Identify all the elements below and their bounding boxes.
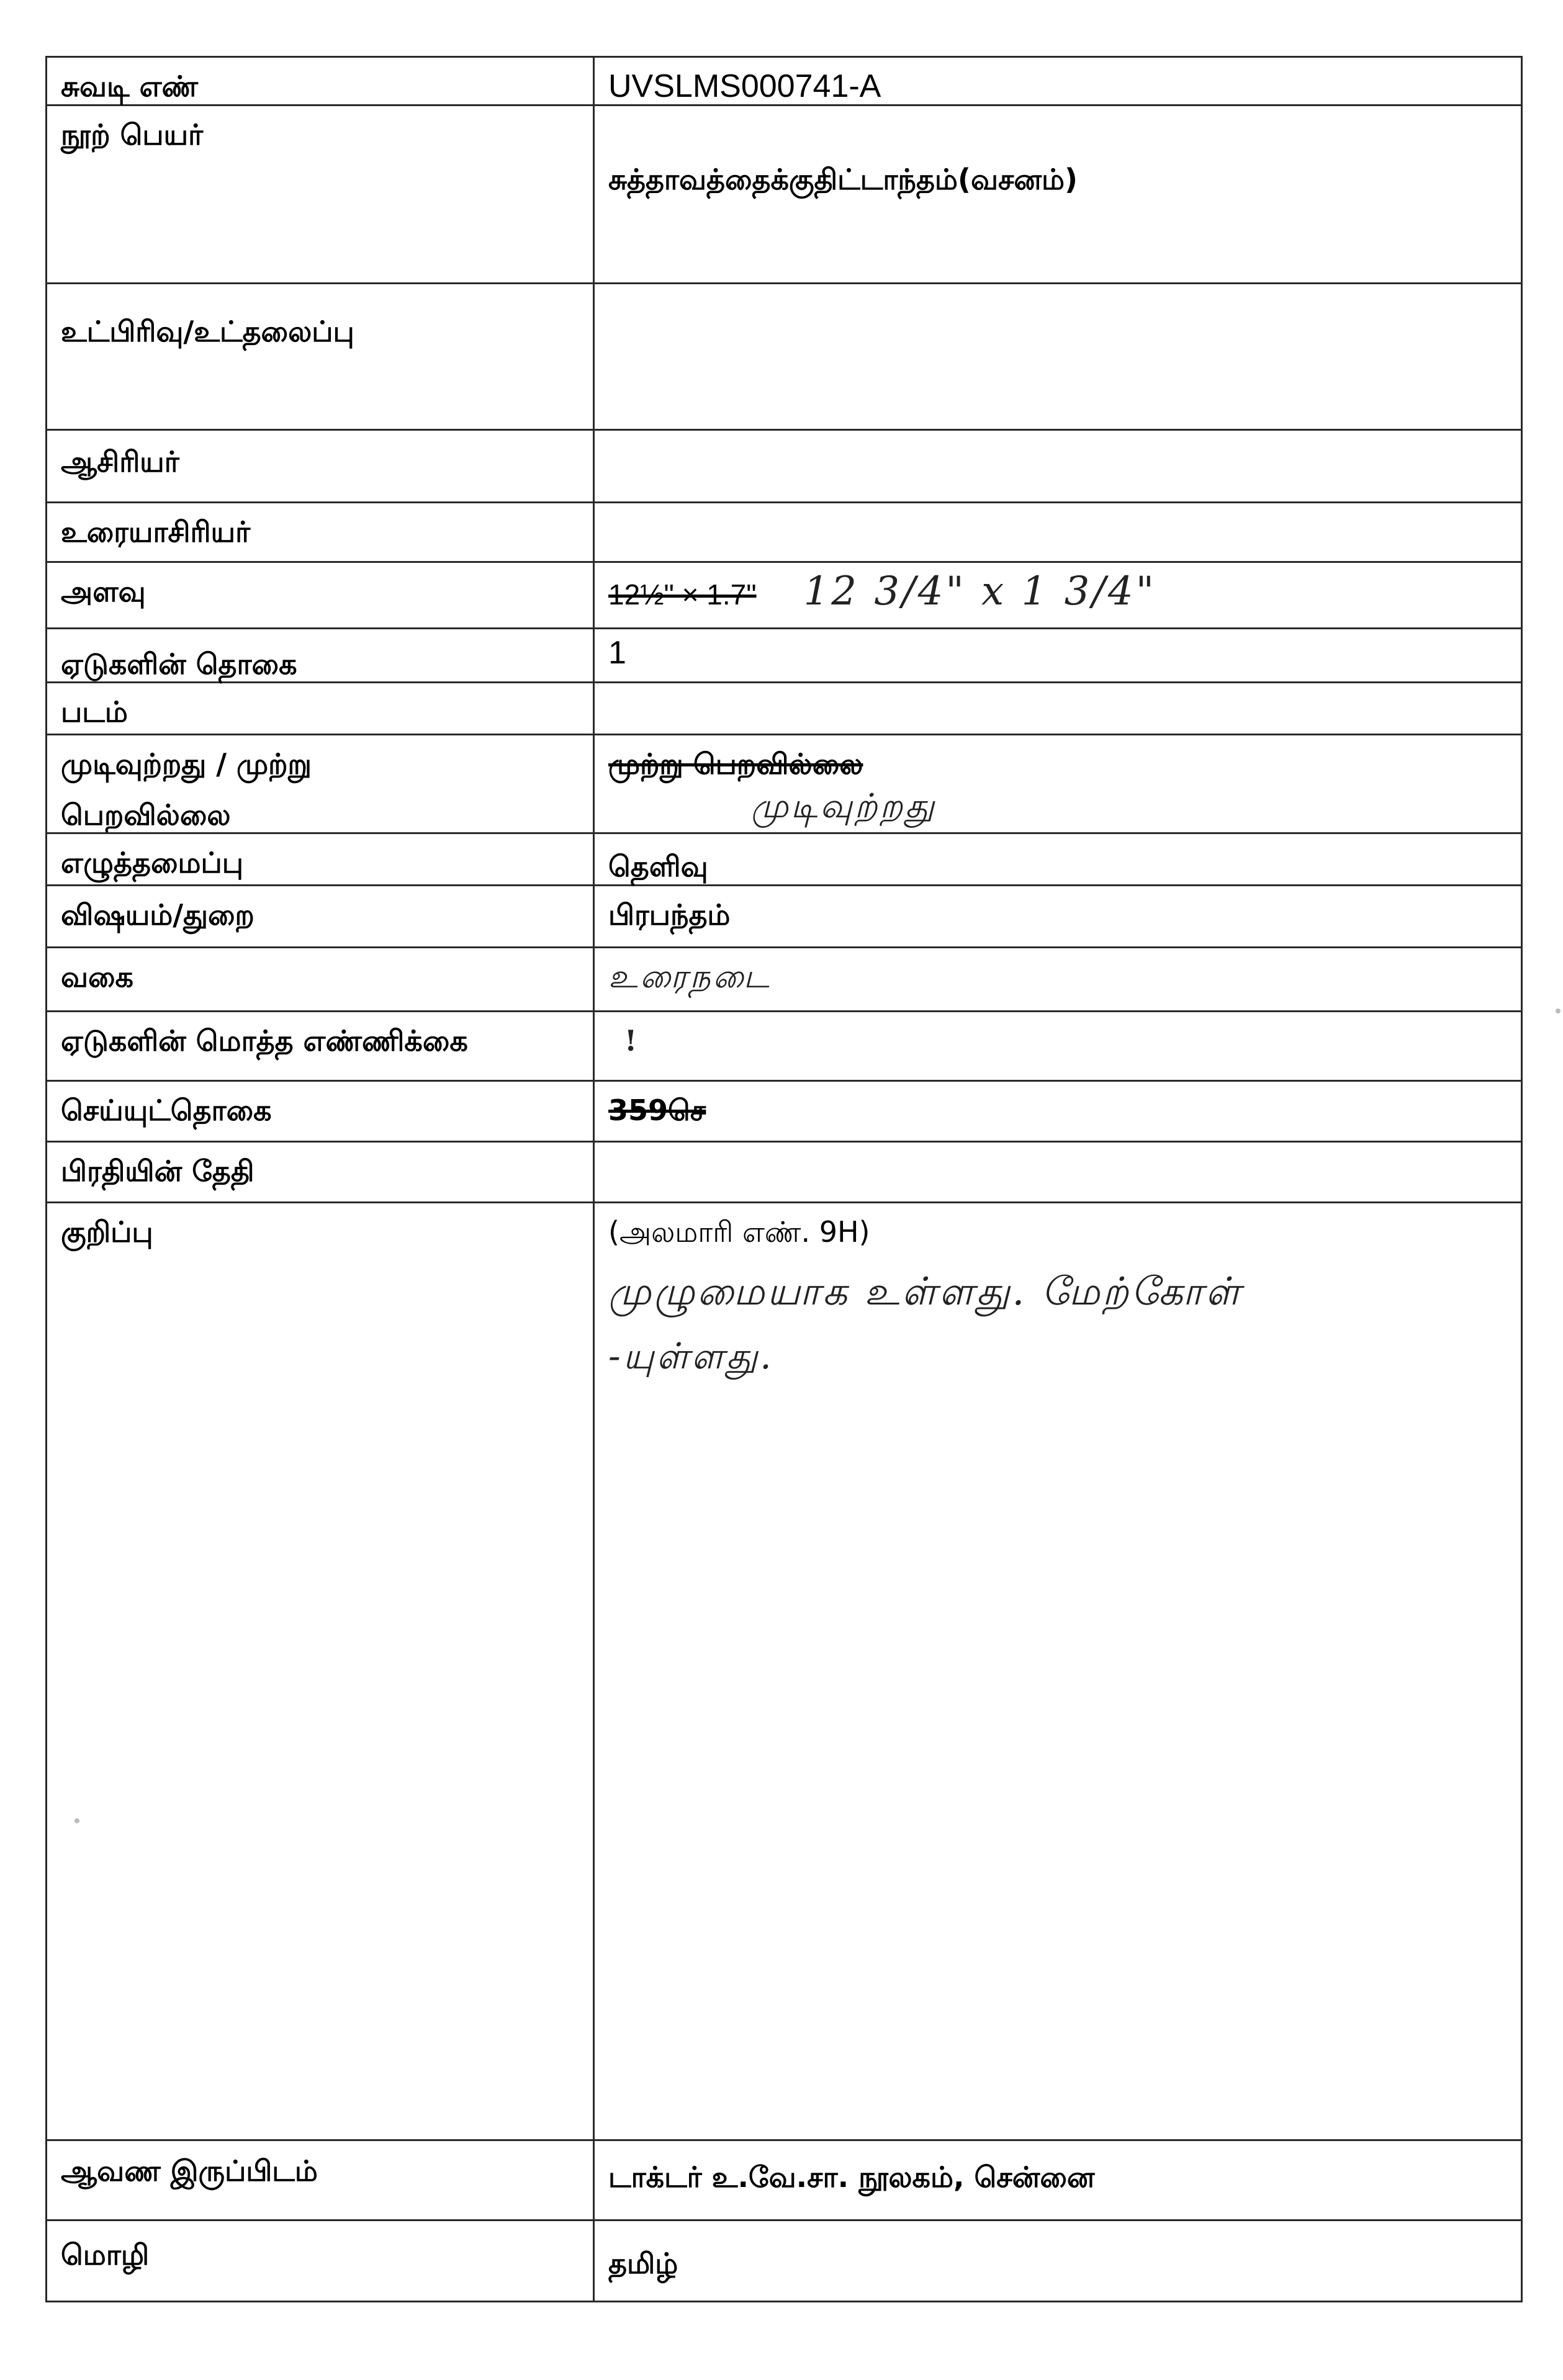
- label-language: மொழி: [47, 2220, 594, 2301]
- value-verse-count: [594, 1081, 1522, 1142]
- row-subject: [47, 885, 1522, 947]
- label-commentator: உரையாசிரியர்: [47, 503, 594, 562]
- value-copy-date: [594, 1142, 1522, 1203]
- row-notes: [47, 1203, 1522, 2140]
- label-title: நூற் பெயர்: [47, 106, 594, 284]
- value-notes: [594, 1203, 1522, 2140]
- notes-shelf-number: (அலமாரி எண். 9H): [608, 1215, 870, 1249]
- label-repository: ஆவண இருப்பிடம்: [47, 2140, 594, 2220]
- row-category: [47, 947, 1522, 1011]
- label-manuscript-id: சுவடி எண்: [47, 57, 594, 106]
- value-image: [594, 682, 1522, 734]
- notes-handwritten-line1: முழுமையாக உள்ளது. மேற்கோள்: [608, 1269, 1243, 1314]
- row-image: [47, 682, 1522, 734]
- value-manuscript-id: UVSLMS000741-A: [594, 57, 1522, 106]
- row-repository: [47, 2140, 1522, 2220]
- size-struck-value: 12½" × 1.7": [608, 578, 757, 611]
- value-script-quality: தெளிவு: [594, 833, 1522, 885]
- verse-count-struck-value: 359செ: [608, 1093, 706, 1128]
- category-handwritten-value: உரைநடை: [608, 958, 772, 995]
- value-leaf-count: 1: [594, 628, 1522, 682]
- catalog-form-sheet: [45, 56, 1523, 2302]
- label-size: அளவு: [47, 562, 594, 628]
- value-language: தமிழ்: [594, 2220, 1522, 2301]
- value-commentator: [594, 503, 1522, 562]
- label-leaf-count: ஏடுகளின் தொகை: [47, 628, 594, 682]
- label-category: வகை: [47, 947, 594, 1011]
- row-language: [47, 2220, 1522, 2301]
- row-leaf-count: [47, 628, 1522, 682]
- manuscript-record-table: [45, 56, 1523, 2302]
- row-total-leaves: [47, 1011, 1522, 1080]
- notes-handwritten-line2: -யுள்ளது.: [608, 1335, 774, 1378]
- row-commentator: [47, 503, 1522, 562]
- value-total-leaves: [594, 1011, 1522, 1080]
- value-subtitle: [594, 283, 1522, 429]
- row-script-quality: [47, 833, 1522, 885]
- label-image: படம்: [47, 682, 594, 734]
- label-subtitle: உட்பிரிவு/உட்தலைப்பு: [47, 283, 594, 429]
- value-subject: பிரபந்தம்: [594, 885, 1522, 947]
- total-leaves-handwritten-value: !: [624, 1023, 640, 1058]
- label-total-leaves: ஏடுகளின் மொத்த எண்ணிக்கை: [47, 1011, 594, 1080]
- value-title: சுத்தாவத்தைக்குதிட்டாந்தம்(வசனம்): [594, 106, 1522, 284]
- completion-struck-value: முற்று பெறவில்லை: [608, 747, 863, 781]
- value-author: [594, 430, 1522, 503]
- row-author: [47, 430, 1522, 503]
- row-completion: [47, 735, 1522, 833]
- row-title: [47, 106, 1522, 284]
- value-category: [594, 947, 1522, 1011]
- label-copy-date: பிரதியின் தேதி: [47, 1142, 594, 1203]
- row-subtitle: [47, 283, 1522, 429]
- completion-handwritten-value: முடிவுற்றது: [751, 786, 937, 826]
- row-verse-count: [47, 1081, 1522, 1142]
- label-notes: குறிப்பு: [47, 1203, 594, 2140]
- label-script-quality: எழுத்தமைப்பு: [47, 833, 594, 885]
- label-subject: விஷயம்/துறை: [47, 885, 594, 947]
- value-size: [594, 562, 1522, 628]
- row-size: [47, 562, 1522, 628]
- scan-speck: [74, 1818, 79, 1823]
- scan-speck: [1556, 1008, 1561, 1013]
- label-author: ஆசிரியர்: [47, 430, 594, 503]
- value-completion: [594, 735, 1522, 833]
- label-completion-line2: பெறவில்லை: [61, 798, 231, 832]
- label-completion: [47, 735, 594, 833]
- size-handwritten-value: 12 3/4" x 1 3/4": [803, 568, 1157, 614]
- row-manuscript-id: [47, 57, 1522, 106]
- value-repository: டாக்டர் உ.வே.சா. நூலகம், சென்னை: [594, 2140, 1522, 2220]
- label-completion-line1: முடிவுற்றது / முற்று: [61, 747, 312, 781]
- label-verse-count: செய்யுட்தொகை: [47, 1081, 594, 1142]
- row-copy-date: [47, 1142, 1522, 1203]
